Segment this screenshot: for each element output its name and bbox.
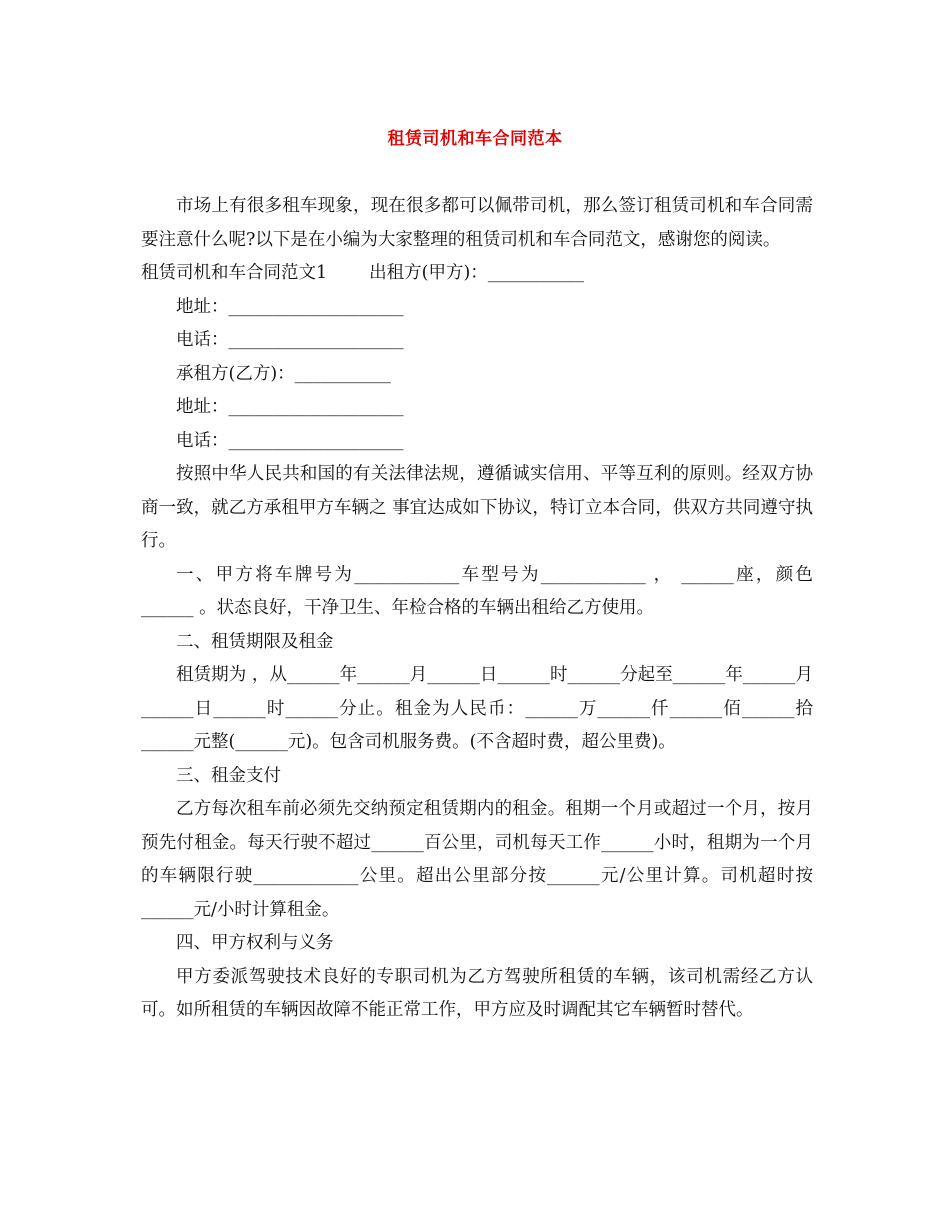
heading-3: 三、租金支付: [176, 765, 281, 786]
preamble-paragraph: 按照中华人民共和国的有关法律法规，遵循诚实信用、平等互利的原则。经双方协商一致，就乙方承租甲方车辆之 事宜达成如下协议，特订立本合同，供双方共同遵守执行。: [141, 464, 813, 551]
document-body: [141, 190, 813, 1028]
clause-3: 乙方每次租车前必须先交纳预定租赁期内的租金。租期一个月或超过一个月，按月预先付租金。每天行驶不超过______百公里，司机每天工作______小时，租期为一个月的车辆限行驶____________公里。超出公里部分按______元/公里计算。司机超时按______元/小时计算租金。: [141, 799, 813, 920]
heading-2: 二、租赁期限及租金: [176, 631, 334, 652]
heading-4: 四、甲方权利与义务: [176, 933, 334, 953]
sample-heading-line: [141, 257, 813, 291]
lessee-line: 承租方(乙方)：___________: [176, 363, 391, 384]
clause-2: 租赁期为 ，从______年______月______日______时______分起至______年______月______日______时______分止。租金为人民币：______万______仟______佰______拾______元整(______元)。包含司机服务费。(不含超时费，超公里费)。: [141, 665, 813, 752]
lessee-address: 地址：____________________: [176, 397, 404, 417]
clause-4: 甲方委派驾驶技术良好的专职司机为乙方驾驶所租赁的车辆，该司机需经乙方认可。如所租赁的车辆因故障不能正常工作，甲方应及时调配其它车辆暂时替代。: [141, 966, 813, 1020]
document-title: 租赁司机和车合同范本: [387, 129, 563, 149]
clause-1: 一、甲方将车牌号为____________车型号为____________ ， ______座，颜色______ 。状态良好，干净卫生、年检合格的车辆出租给乙方使用。: [141, 564, 813, 618]
sample-heading: 租赁司机和车合同范文1: [141, 263, 328, 283]
lessor-phone: 电话：____________________: [176, 330, 404, 350]
lessor-line: 出租方(甲方)：___________: [369, 263, 585, 283]
lessor-address: 地址：____________________: [176, 296, 404, 317]
lessee-phone: 电话：____________________: [176, 430, 404, 451]
intro-paragraph: 市场上有很多租车现象，现在很多都可以佩带司机，那么签订租赁司机和车合同需要注意什么呢?以下是在小编为大家整理的租赁司机和车合同范文，感谢您的阅读。: [141, 196, 813, 250]
